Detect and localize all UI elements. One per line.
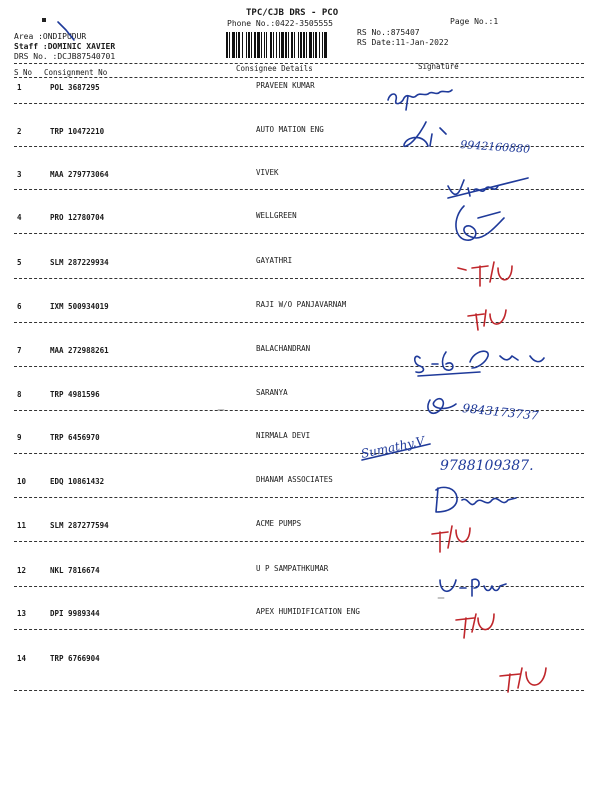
row-sno: 2 — [17, 127, 22, 136]
col-signature: Signature — [418, 62, 459, 71]
row-sno: 6 — [17, 302, 22, 311]
row-consignee: U P SAMPATHKUMAR — [256, 564, 329, 573]
col-consignee: Consignee Details — [236, 64, 313, 73]
handwritten-phone-2: 9942160880 — [459, 138, 531, 156]
area-label: Area :ONDIPUDUR — [14, 32, 87, 41]
barcode-bar — [279, 32, 280, 58]
row-divider — [14, 497, 584, 498]
row-sno: 3 — [17, 170, 22, 179]
row-divider — [14, 278, 584, 279]
row-sno: 10 — [17, 477, 27, 486]
barcode — [226, 32, 352, 58]
row-divider — [14, 189, 584, 190]
row-sno: 4 — [17, 213, 22, 222]
row-sno: 12 — [17, 566, 27, 575]
table-row — [0, 654, 600, 674]
barcode-bar — [300, 32, 302, 58]
barcode-bar — [309, 32, 312, 58]
row-sno: 7 — [17, 346, 22, 355]
handwritten-name-9: Sumathy.V — [359, 433, 426, 461]
col-consignment: Consignment No — [44, 68, 108, 77]
row-consignment: POL 3687295 — [50, 83, 100, 92]
barcode-bar — [276, 32, 277, 58]
row-divider — [14, 453, 584, 454]
table-row — [0, 170, 600, 190]
row-consignee: PRAVEEN KUMAR — [256, 81, 315, 90]
row-consignment: TRP 10472210 — [50, 127, 105, 136]
table-row — [0, 213, 600, 233]
barcode-bar — [285, 32, 287, 58]
table-row — [0, 346, 600, 366]
row-divider — [14, 410, 584, 411]
drs-number: DRS No. :DCJB87540701 — [14, 52, 116, 61]
scan-mark — [42, 18, 46, 22]
row-consignee: ACME PUMPS — [256, 519, 302, 528]
row-consignment: SLM 287229934 — [50, 258, 109, 267]
barcode-bar — [232, 32, 235, 58]
phone-number: Phone No.:0422-3505555 — [227, 19, 333, 28]
row-sno: 8 — [17, 390, 22, 399]
column-rule — [14, 77, 584, 78]
row-divider — [14, 366, 584, 367]
table-row — [0, 477, 600, 497]
handwritten-phone-9: 9788109387. — [440, 458, 534, 474]
row-consignment: TRP 6766904 — [50, 654, 100, 663]
table-row — [0, 433, 600, 453]
row-consignee: RAJI W/O PANJAVARNAM — [256, 300, 347, 309]
barcode-bar — [261, 32, 262, 58]
barcode-bar — [242, 32, 243, 58]
row-consignee: AUTO MATION ENG — [256, 125, 324, 134]
barcode-bar — [226, 32, 228, 58]
barcode-bar — [281, 32, 284, 58]
row-divider — [14, 541, 584, 542]
row-divider — [14, 322, 584, 323]
table-row — [0, 521, 600, 541]
row-divider — [14, 146, 584, 147]
row-consignee: DHANAM ASSOCIATES — [256, 475, 333, 484]
row-divider — [14, 103, 584, 104]
barcode-bar — [248, 32, 250, 58]
row-consignee: APEX HUMIDIFICATION ENG — [256, 607, 360, 616]
row-divider — [14, 233, 584, 234]
table-row — [0, 390, 600, 410]
barcode-bar — [273, 32, 274, 58]
row-sno: 11 — [17, 521, 27, 530]
page-number: Page No.:1 — [450, 17, 499, 26]
row-sno: 1 — [17, 83, 22, 92]
row-consignment: EDQ 10861432 — [50, 477, 105, 486]
row-divider — [14, 586, 584, 587]
table-row — [0, 83, 600, 103]
barcode-bar — [254, 32, 256, 58]
document-title: TPC/CJB DRS - PCO — [246, 8, 339, 18]
row-consignment: NKL 7816674 — [50, 566, 100, 575]
rs-date: RS Date:11-Jan-2022 — [357, 38, 449, 47]
col-sno: S No — [14, 68, 33, 77]
row-consignee: GAYATHRI — [256, 256, 293, 265]
table-row — [0, 609, 600, 629]
row-consignment: TRP 6456970 — [50, 433, 100, 442]
barcode-bar — [315, 32, 317, 58]
row-sno: 9 — [17, 433, 22, 442]
row-sno: 5 — [17, 258, 22, 267]
barcode-bar — [257, 32, 260, 58]
barcode-bar — [270, 32, 272, 58]
row-consignment: PRO 12780704 — [50, 213, 105, 222]
table-row — [0, 566, 600, 586]
barcode-bar — [303, 32, 305, 58]
row-consignee: NIRMALA DEVI — [256, 431, 311, 440]
row-divider — [14, 629, 584, 630]
row-sno: 13 — [17, 609, 27, 618]
barcode-bar — [313, 32, 314, 58]
barcode-bar — [291, 32, 293, 58]
barcode-bar — [246, 32, 247, 58]
barcode-bar — [251, 32, 252, 58]
row-consignment: MAA 279773064 — [50, 170, 109, 179]
row-consignee: SARANYA — [256, 388, 288, 397]
table-row — [0, 302, 600, 322]
row-consignment: DPI 9989344 — [50, 609, 100, 618]
row-divider — [14, 690, 584, 691]
row-consignment: MAA 272988261 — [50, 346, 109, 355]
barcode-bar — [324, 32, 327, 58]
barcode-bar — [306, 32, 307, 58]
row-sno: 14 — [17, 654, 27, 663]
barcode-bar — [294, 32, 295, 58]
row-consignment: TRP 4981596 — [50, 390, 100, 399]
rs-number: RS No.:875407 — [357, 28, 420, 37]
handwritten-phone-8: 9843173737 — [461, 401, 540, 423]
row-consignee: VIVEK — [256, 168, 279, 177]
staff-label: Staff :DOMINIC XAVIER — [14, 42, 116, 51]
table-row — [0, 258, 600, 278]
row-consignment: SLM 287277594 — [50, 521, 109, 530]
barcode-bar — [266, 32, 267, 58]
row-consignee: WELLGREEN — [256, 211, 297, 220]
barcode-bar — [298, 32, 299, 58]
row-consignee: BALACHANDRAN — [256, 344, 311, 353]
barcode-bar — [322, 32, 323, 58]
barcode-bar — [236, 32, 237, 58]
barcode-bar — [264, 32, 265, 58]
table-row — [0, 127, 600, 147]
barcode-bar — [238, 32, 240, 58]
barcode-bar — [319, 32, 320, 58]
barcode-bar — [288, 32, 289, 58]
barcode-bar — [229, 32, 230, 58]
row-consignment: IXM 500934019 — [50, 302, 109, 311]
